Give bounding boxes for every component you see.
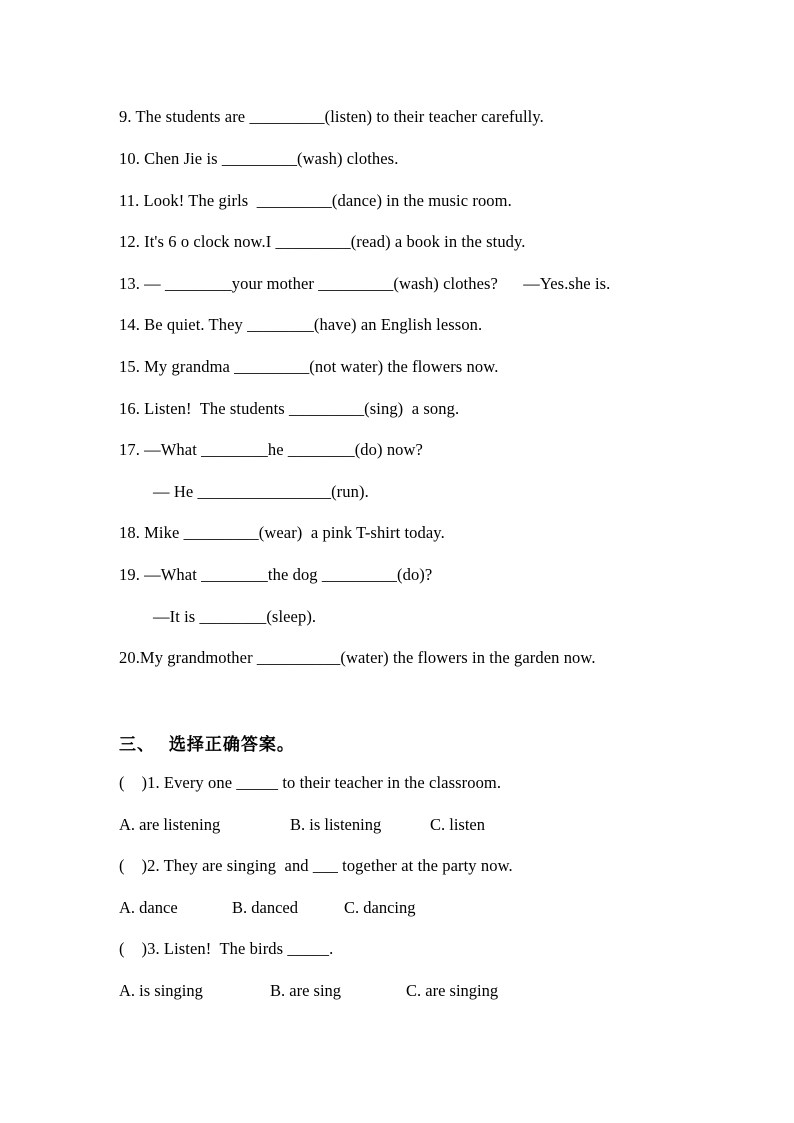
question-10: 10. Chen Jie is _________(wash) clothes. [119, 149, 399, 168]
section-heading: 三、 选择正确答案。 [119, 735, 295, 755]
question-14: 14. Be quiet. They ________(have) an English lesson. [119, 315, 483, 334]
choice-question-2: ( )2. They are singing and ___ together at the party now. [119, 856, 513, 875]
question-20: 20.My grandmother __________(water) the flowers in the garden now. [119, 648, 596, 667]
question-19-answer: —It is ________(sleep). [153, 607, 317, 626]
q1-option-c: C. listen [430, 815, 486, 834]
question-17-answer: — He ________________(run). [153, 482, 369, 501]
question-13: 13. — ________your mother _________(wash) clothes? —Yes.she is. [119, 274, 611, 293]
choice-question-3: ( )3. Listen! The birds _____. [119, 939, 334, 958]
question-11: 11. Look! The girls _________(dance) in the music room. [119, 191, 512, 210]
q3-option-b: B. are sing [270, 981, 342, 1000]
choice-question-1: ( )1. Every one _____ to their teacher in the classroom. [119, 773, 502, 792]
question-17: 17. —What ________he ________(do) now? [119, 440, 423, 459]
question-12: 12. It's 6 o clock now.I _________(read) a book in the study. [119, 232, 526, 251]
question-18: 18. Mike _________(wear) a pink T-shirt today. [119, 523, 445, 542]
question-15: 15. My grandma _________(not water) the flowers now. [119, 357, 499, 376]
q1-option-b: B. is listening [290, 815, 382, 834]
question-9: 9. The students are _________(listen) to their teacher carefully. [119, 107, 544, 126]
q2-option-c: C. dancing [344, 898, 416, 917]
q3-option-a: A. is singing [119, 981, 203, 1000]
q1-option-a: A. are listening [119, 815, 221, 834]
q2-option-a: A. dance [119, 898, 178, 917]
q3-option-c: C. are singing [406, 981, 499, 1000]
question-16: 16. Listen! The students _________(sing) a song. [119, 399, 460, 418]
question-19: 19. —What ________the dog _________(do)? [119, 565, 433, 584]
q2-option-b: B. danced [232, 898, 298, 917]
